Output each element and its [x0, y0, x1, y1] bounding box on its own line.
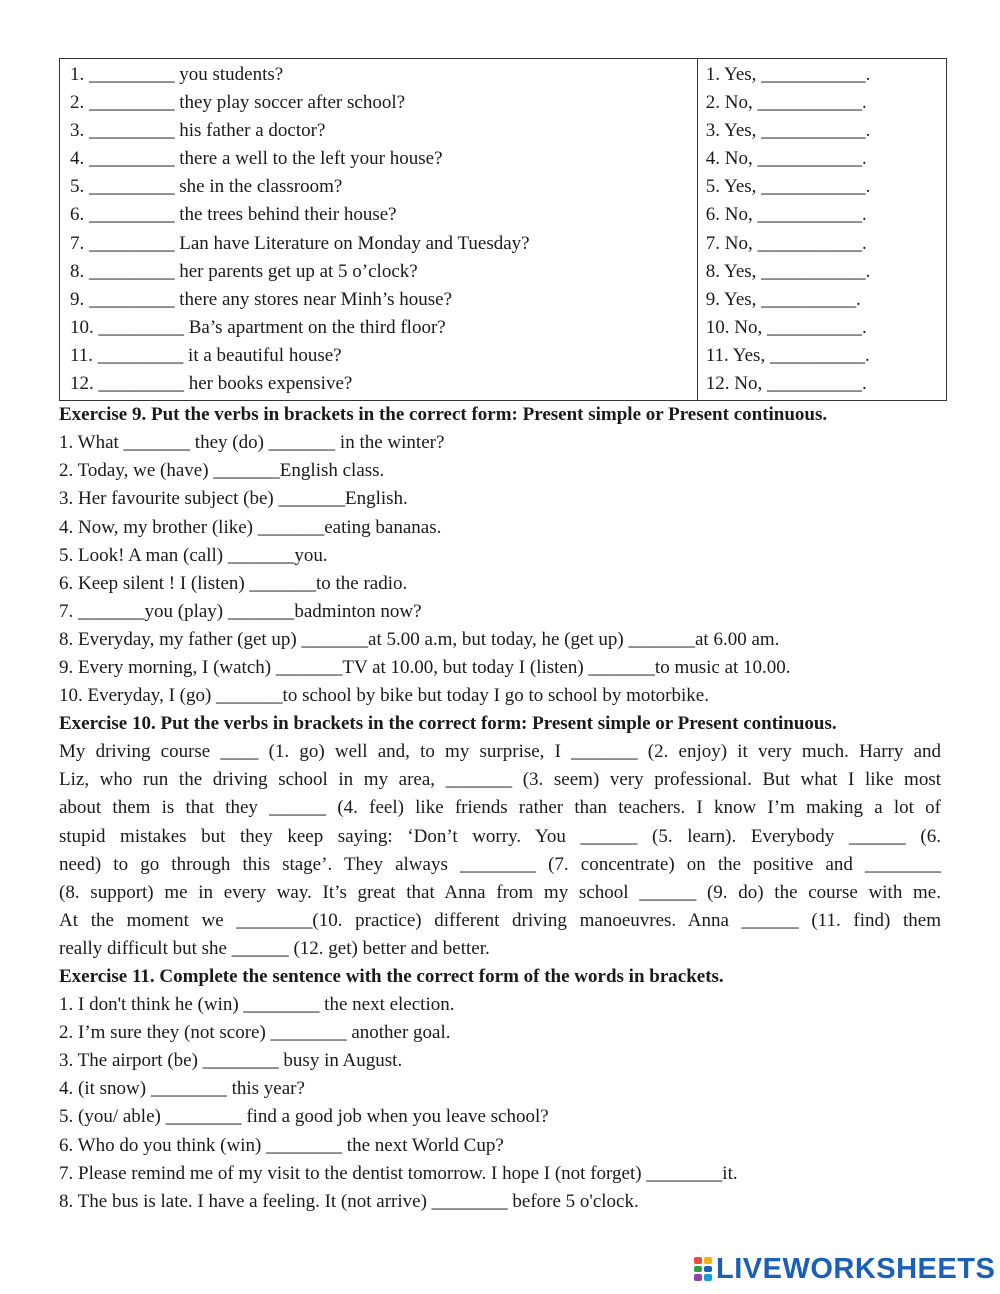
exercise-11-item: 7. Please remind me of my visit to the dentist tomorrow. I hope I (not forget) ________it. — [59, 1162, 738, 1184]
exercise-10-paragraph-line: At the moment we ________(10. practice) different driving manoeuvres. Anna ______ (11. find) them — [59, 909, 941, 931]
questions-cell — [60, 59, 698, 401]
liveworksheets-logo — [694, 1254, 995, 1284]
answer-item: 11. Yes, __________. — [705, 344, 870, 366]
exercise-9-item: 2. Today, we (have) _______English class. — [59, 460, 385, 482]
question-item: 11. _________ it a beautiful house? — [70, 344, 342, 366]
exercise-9-item: 9. Every morning, I (watch) _______TV at 10.00, but today I (listen) _______to music at 10.00. — [59, 656, 791, 678]
exercise-10-paragraph-line: about them is that they ______ (4. feel) like friends rather than teachers. I know I’m making a lot of — [59, 797, 941, 819]
answer-item: 3. Yes, ___________. — [705, 120, 871, 142]
question-answer-table — [59, 58, 947, 401]
exercise-9-item: 5. Look! A man (call) _______you. — [59, 544, 328, 566]
answer-item: 9. Yes, __________. — [705, 288, 861, 310]
exercise-9-item: 6. Keep silent ! I (listen) _______to the radio. — [59, 572, 408, 594]
question-item: 9. _________ there any stores near Minh’s house? — [70, 288, 453, 310]
logo-blocks-icon — [694, 1257, 712, 1281]
question-item: 8. _________ her parents get up at 5 o’clock? — [70, 260, 418, 282]
answer-item: 4. No, ___________. — [705, 148, 867, 170]
exercise-11-item: 5. (you/ able) ________ find a good job when you leave school? — [59, 1106, 549, 1128]
question-item: 10. _________ Ba’s apartment on the third floor? — [70, 316, 446, 338]
exercise-9-item: 1. What _______ they (do) _______ in the winter? — [59, 432, 445, 454]
exercise-11-item: 4. (it snow) ________ this year? — [59, 1078, 305, 1100]
exercise-9-item: 7. _______you (play) _______badminton now? — [59, 600, 422, 622]
exercise-10-paragraph-line: stupid mistakes but they keep saying: ‘Don’t worry. You ______ (5. learn). Everybody ______ (6. — [59, 825, 941, 847]
question-item: 2. _________ they play soccer after school? — [70, 92, 406, 114]
exercise-11-item: 8. The bus is late. I have a feeling. It (not arrive) ________ before 5 o'clock. — [59, 1190, 639, 1212]
exercise-10-paragraph-line: (8. support) me in every way. It’s great that Anna from my school ______ (9. do) the course with me. — [59, 881, 941, 903]
answer-item: 6. No, ___________. — [705, 204, 867, 226]
question-item: 12. _________ her books expensive? — [70, 373, 353, 395]
exercise-11-item: 6. Who do you think (win) ________ the next World Cup? — [59, 1134, 504, 1156]
exercise-11-item: 3. The airport (be) ________ busy in August. — [59, 1050, 403, 1072]
question-item: 5. _________ she in the classroom? — [70, 176, 343, 198]
exercise-9-item: 4. Now, my brother (like) _______eating bananas. — [59, 516, 442, 538]
answer-item: 12. No, __________. — [705, 373, 867, 395]
answer-item: 10. No, __________. — [705, 316, 867, 338]
exercise-9-item: 10. Everyday, I (go) _______to school by bike but today I go to school by motorbike. — [59, 685, 709, 707]
logo-text: LIVEWORKSHEETS — [716, 1252, 996, 1285]
exercise-9-heading: Exercise 9. Put the verbs in brackets in the correct form: Present simple or Present continuous. — [59, 404, 828, 426]
answer-item: 2. No, ___________. — [705, 92, 867, 114]
exercise-9-item: 3. Her favourite subject (be) _______English. — [59, 488, 408, 510]
exercise-11-item: 2. I’m sure they (not score) ________ another goal. — [59, 1022, 451, 1044]
question-item: 1. _________ you students? — [70, 64, 284, 85]
exercise-10-paragraph-line: really difficult but she ______ (12. get) better and better. — [59, 937, 490, 959]
worksheet-page — [59, 58, 947, 1216]
exercise-10-paragraph-line: need) to go through this stage’. They always ________ (7. concentrate) on the positive and ________ — [59, 853, 941, 875]
exercise-9-item: 8. Everyday, my father (get up) _______at 5.00 a.m, but today, he (get up) _______at 6.00 am. — [59, 628, 780, 650]
question-item: 6. _________ the trees behind their house? — [70, 204, 397, 226]
answer-item: 8. Yes, ___________. — [705, 260, 871, 282]
exercise-10-paragraph-line: My driving course ____ (1. go) well and, to my surprise, I _______ (2. enjoy) it very much. Harry and — [59, 741, 941, 763]
answer-item: 5. Yes, ___________. — [705, 176, 871, 198]
table-row — [60, 59, 947, 401]
answer-item: 1. Yes, ___________. — [705, 64, 871, 85]
exercise-10-heading: Exercise 10. Put the verbs in brackets in the correct form: Present simple or Present continuous. — [59, 713, 837, 735]
answers-cell — [697, 59, 946, 401]
question-item: 7. _________ Lan have Literature on Monday and Tuesday? — [70, 232, 530, 254]
question-item: 4. _________ there a well to the left your house? — [70, 148, 443, 170]
exercise-10-paragraph-line: Liz, who run the driving school in my area, _______ (3. seem) very professional. But what I like most — [59, 769, 941, 791]
question-item: 3. _________ his father a doctor? — [70, 120, 326, 142]
exercise-11-item: 1. I don't think he (win) ________ the next election. — [59, 994, 455, 1016]
exercise-11-heading: Exercise 11. Complete the sentence with the correct form of the words in brackets. — [59, 966, 724, 987]
answer-item: 7. No, ___________. — [705, 232, 867, 254]
